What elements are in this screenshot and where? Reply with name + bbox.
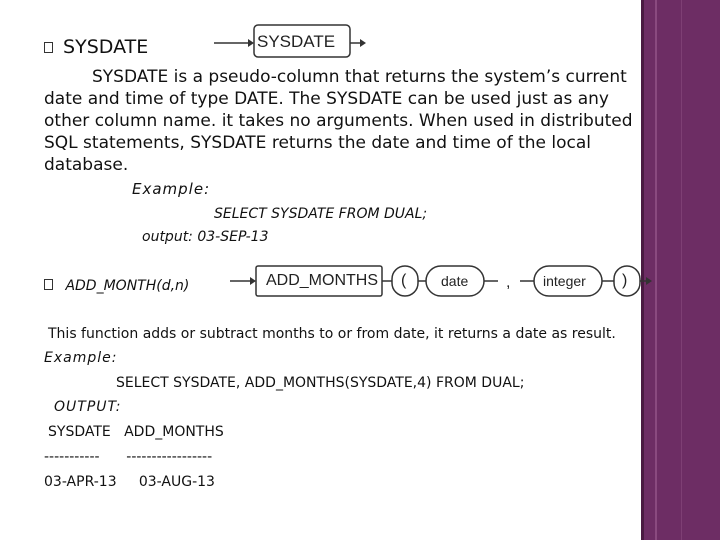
add-months-syntax-close-paren: ) [622,272,628,289]
add-months-example-query: SELECT SYSDATE, ADD_MONTHS(SYSDATE,4) FROM DUAL; [116,375,525,391]
add-months-example-label: Example: [44,350,118,366]
sysdate-syntax-label: SYSDATE [257,32,336,51]
add-months-result-row: 03-APR-13 03-AUG-13 [44,474,215,490]
bullet-icon [44,279,53,290]
sysdate-heading: SYSDATE [63,36,149,58]
add-months-syntax-comma: , [506,274,511,291]
sysdate-paragraph-line-5: database. [44,155,129,175]
add-months-syntax-function: ADD_MONTHS [266,272,379,289]
add-months-paragraph: This function adds or subtract months to or from date, it returns a date as result. [48,326,616,342]
add-months-syntax-arg2: integer [543,273,586,289]
arrow-icon [248,39,254,47]
add-months-result-divider: ----------- ----------------- [44,449,213,465]
sysdate-example-output: output: 03-SEP-13 [142,229,269,245]
arrow-icon [250,277,256,285]
add-months-output-label: OUTPUT: [54,399,122,415]
sysdate-paragraph-line-1: SYSDATE is a pseudo-column that returns the system’s current [92,67,627,87]
add-months-syntax-arg1: date [441,273,469,289]
sidebar-stripe [655,0,657,540]
add-months-syntax-open-paren: ( [401,272,407,289]
arrow-icon [646,277,652,285]
sysdate-example-label: Example: [132,180,211,198]
sysdate-paragraph-line-4: SQL statements, SYSDATE returns the date and time of the local [44,133,592,153]
sysdate-paragraph-line-2: date and time of type DATE. The SYSDATE can be used just as any [44,89,609,109]
bullet-icon [44,42,53,53]
add-month-heading-row [44,278,189,294]
sysdate-example-query: SELECT SYSDATE FROM DUAL; [214,206,428,222]
sysdate-paragraph-line-3: other column name. it takes no arguments. When used in distributed [44,111,633,131]
add-months-result-headers: SYSDATE ADD_MONTHS [48,424,224,440]
sidebar-stripe [681,0,682,540]
add-month-heading: ADD_MONTH(d,n) [65,278,190,294]
sysdate-heading-row [44,36,148,58]
arrow-icon [360,39,366,47]
